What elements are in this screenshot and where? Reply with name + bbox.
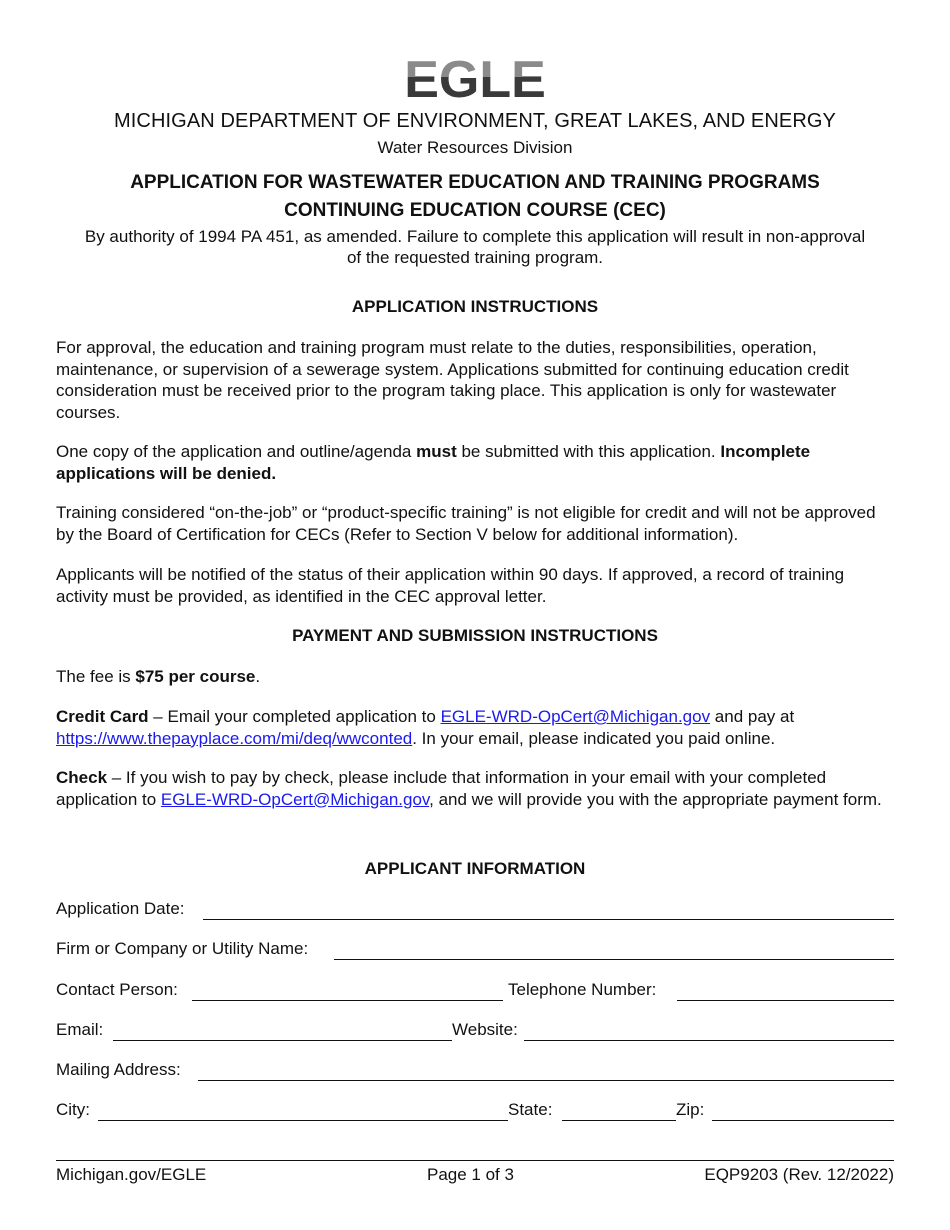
instructions-paragraph-1: For approval, the education and training program must relate to the duties, responsibilities, operation, maintenance, or supervision of a sewerage system. Applications submitted for continuing education credit consideration must be received prior to the program taking place. This application is only for wastewater courses.	[56, 338, 849, 422]
state-field[interactable]	[562, 1120, 676, 1121]
fee-statement: The fee is $75 per course.	[56, 667, 261, 686]
zip-field[interactable]	[712, 1120, 894, 1121]
email-label: Email:	[56, 1020, 104, 1039]
footer-form-id: EQP9203 (Rev. 12/2022)	[704, 1165, 894, 1184]
instructions-paragraph-3: Training considered “on-the-job” or “product-specific training” is not eligible for credit and will not be approved by the Board of Certification for CECs (Refer to Section V below for additional information).	[56, 503, 876, 544]
firm-name-label: Firm or Company or Utility Name:	[56, 939, 309, 958]
telephone-label: Telephone Number:	[508, 980, 657, 999]
instructions-paragraph-4: Applicants will be notified of the status of their application within 90 days. If approved, a record of training activity must be provided, as identified in the CEC approval letter.	[56, 565, 845, 606]
contact-person-field[interactable]	[192, 1000, 503, 1001]
zip-label: Zip:	[676, 1100, 705, 1119]
form-subtitle: CONTINUING EDUCATION COURSE (CEC)	[284, 200, 666, 221]
check-instructions: Check – If you wish to pay by check, please include that information in your email with your completed application to EGLE-WRD-OpCert@Michigan.gov, and we will provide you with the appropriate payment form.	[56, 768, 882, 809]
telephone-field[interactable]	[677, 1000, 894, 1001]
payment-heading: PAYMENT AND SUBMISSION INSTRUCTIONS	[292, 626, 658, 645]
opcert-email-link-2[interactable]: EGLE-WRD-OpCert@Michigan.gov	[160, 789, 430, 809]
application-date-field[interactable]	[203, 919, 894, 920]
email-field[interactable]	[113, 1040, 452, 1041]
footer-page-number: Page 1 of 3	[427, 1165, 514, 1184]
department-name: MICHIGAN DEPARTMENT OF ENVIRONMENT, GREAT LAKES, AND ENERGY	[114, 110, 836, 132]
instructions-paragraph-2: One copy of the application and outline/agenda must be submitted with this application. Incomplete applications will be denied.	[56, 442, 811, 483]
credit-card-instructions: Credit Card – Email your completed application to EGLE-WRD-OpCert@Michigan.gov and pay at https://www.thepayplace.com/mi/deq/wwconted. In your email, please indicated you paid online.	[56, 707, 795, 748]
website-label: Website:	[452, 1020, 518, 1039]
mailing-address-field[interactable]	[198, 1080, 894, 1081]
email-row	[56, 1020, 894, 1042]
egle-logo	[404, 56, 546, 98]
contact-person-label: Contact Person:	[56, 980, 178, 999]
contact-row	[56, 980, 894, 1002]
firm-name-field[interactable]	[334, 959, 894, 960]
mailing-address-label: Mailing Address:	[56, 1060, 181, 1079]
form-title: APPLICATION FOR WASTEWATER EDUCATION AND TRAINING PROGRAMS	[130, 172, 820, 193]
mailing-address-row	[56, 1060, 894, 1082]
application-date-label: Application Date:	[56, 899, 185, 918]
state-label: State:	[508, 1100, 553, 1119]
city-state-zip-row	[56, 1100, 894, 1122]
authority-statement: By authority of 1994 PA 451, as amended. Failure to complete this application will result in non-approval of the requested training program.	[84, 227, 866, 267]
applicant-heading: APPLICANT INFORMATION	[364, 859, 586, 878]
application-date-row	[56, 899, 894, 921]
payplace-link[interactable]: https://www.thepayplace.com/mi/deq/wwconted	[56, 728, 413, 748]
division-name: Water Resources Division	[377, 138, 573, 157]
website-field[interactable]	[524, 1040, 894, 1041]
city-label: City:	[56, 1100, 90, 1119]
footer-website: Michigan.gov/EGLE	[56, 1165, 207, 1184]
opcert-email-link[interactable]: EGLE-WRD-OpCert@Michigan.gov	[440, 707, 711, 726]
firm-name-row	[56, 939, 894, 961]
page-footer	[56, 1160, 894, 1184]
svg-text:EGLE: EGLE	[404, 56, 546, 98]
instructions-heading: APPLICATION INSTRUCTIONS	[351, 297, 599, 316]
city-field[interactable]	[98, 1120, 508, 1121]
